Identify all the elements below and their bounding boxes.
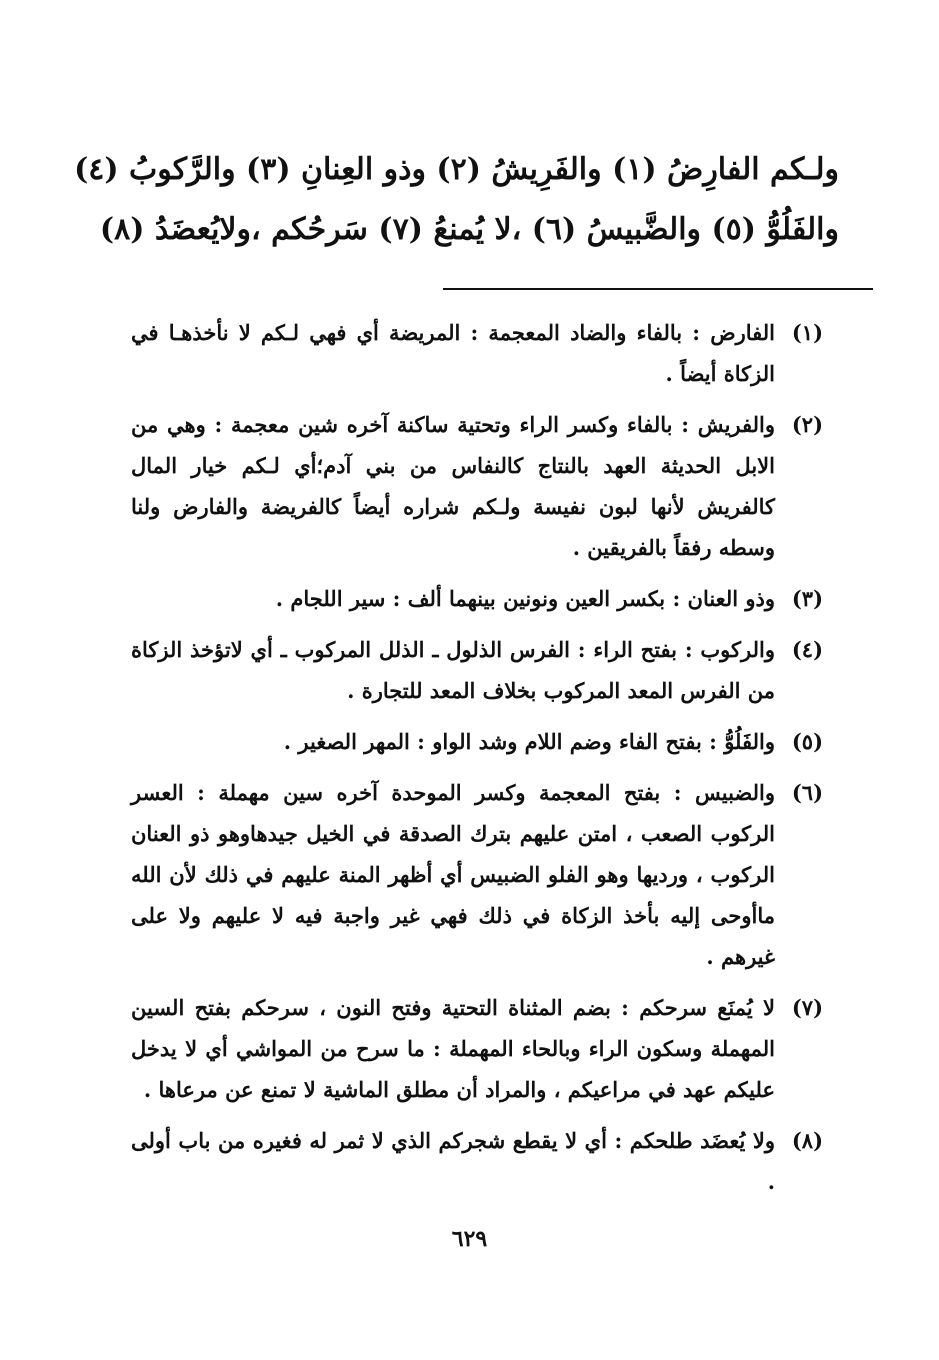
footnote-text: ولا يُعضَد طلحكم : أي لا يقطع شجركم الذي لا ثمر له فغيره من باب أولى .	[131, 1128, 775, 1194]
footnote-number: (١)	[791, 320, 823, 345]
footnotes-section	[131, 312, 823, 1212]
footnote	[131, 578, 823, 619]
footnote-text: وذو العنان : بكسر العين ونونين بينهما ألف : سير اللجام .	[275, 586, 775, 611]
footnote-number: (٢)	[791, 412, 823, 437]
footnote	[131, 772, 823, 977]
main-text-line-2: والفَلُوُّ (٥) والضَّبيسُ (٦) ،لا يُمنعُ (٧) سَرحُكم ،ولايُعضَدُ (٨)	[99, 212, 839, 247]
footnote-text: والركوب : بفتح الراء : الفرس الذلول ـ الذلل المركوب ـ أي لاتؤخذ الزكاة من الفرس المعد المركوب بخلاف المعد للتجارة .	[131, 637, 775, 703]
page-number: ٦٢٩	[451, 1226, 488, 1252]
footnote-text: والفريش : بالفاء وكسر الراء وتحتية ساكنة آخره شين معجمة : وهي من الابل الحديثة العهد بالنتاج كالنفاس من بني آدم؛أي لـكم خيار المال كالفريش لأنها لبون نفيسة ولـكم شراره أيضاً كالفريضة والفارض ولنا وسطه رفقاً بالفريقين .	[131, 412, 775, 560]
main-hadith-text	[74, 140, 839, 260]
footnote-text: الفارض : بالفاء والضاد المعجمة : المريضة أي فهي لـكم لا نأخذهـا في الزكاة أيضاً .	[131, 320, 775, 386]
footnote-number: (٨)	[791, 1128, 823, 1153]
footnote	[131, 404, 823, 568]
footnote-text: لا يُمنَع سرحكم : بضم المثناة التحتية وفتح النون ، سرحكم بفتح السين المهملة وسكون الراء وبالحاء المهملة : ما سرح من المواشي أي لا يدخل عليكم عهد في مراعيكم ، والمراد أن مطلق الماشية لا تمنع عن مرعاها .	[131, 995, 775, 1102]
footnote-number: (٥)	[791, 729, 823, 754]
footnote-separator-rule	[443, 288, 873, 290]
footnote	[131, 987, 823, 1110]
footnote	[131, 312, 823, 394]
footnote	[131, 629, 823, 711]
footnote-number: (٤)	[791, 637, 823, 662]
footnote	[131, 1120, 823, 1202]
footnote-number: (٧)	[791, 995, 823, 1020]
footnote-number: (٣)	[791, 586, 823, 611]
footnote-text: والفَلُوُّ : بفتح الفاء وضم اللام وشد الواو : المهر الصغير .	[283, 729, 775, 754]
footnote-text: والضبيس : بفتح المعجمة وكسر الموحدة آخره سين مهملة : العسر الركوب الصعب ، امتن عليهم بترك الصدقة في الخيل جيدهاوهو ذو العنان الركوب ، ورديها وهو الفلو الضبيس أي أظهر المنة عليهم في ذلك لأن الله ماأوحى إليه بأخذ الزكاة في ذلك فهي غير واجبة فيه لا عليهم ولا على غيرهم .	[131, 780, 775, 969]
main-text-line-1: ولـكم الفارِضُ (١) والفَرِيشُ (٢) وذو العِنانِ (٣) والرَّكوبُ (٤)	[74, 152, 839, 187]
footnote-number: (٦)	[791, 780, 823, 805]
footnote	[131, 721, 823, 762]
